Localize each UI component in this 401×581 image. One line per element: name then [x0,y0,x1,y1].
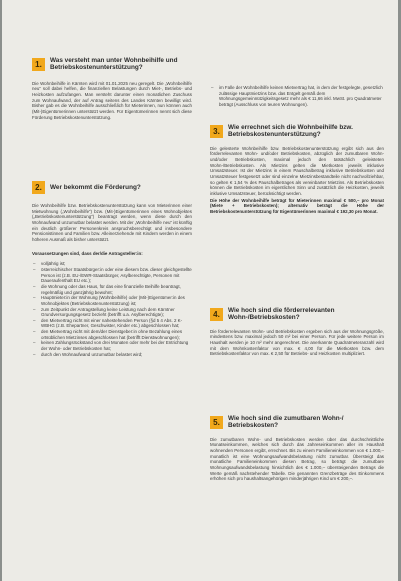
list-item: – im Falle der Wohnbeihilfe keinen Mietvertrag hat, in dem der festgelegte, gesetzlich zulässige Hauptmietzins bzw. das Entgelt gemäß dem Wohnungsgemeinnützigkeitsgesetz mehr als € 11,66 inkl. MwSt. pro Quadratmeter beträgt (Ausschluss von teuren Wohnungen). [210,85,384,108]
section-title: Wer bekommt die Förderung? [50,183,141,191]
requirements-heading: Voraussetzungen sind, dass der/die Antragsteller:in: [32,250,143,256]
left-column [32,0,192,581]
section-5-header [210,415,384,430]
section-2 [32,181,192,357]
section-1 [32,57,192,120]
document-page [2,0,398,581]
section-number-badge: 4. [210,308,223,321]
requirements-list-continued [210,85,384,108]
section-title: Was versteht man unter Wohnbeihilfe und Betriebskostenunterstützung? [50,57,178,72]
list-item: – keinen Zahlungsrückstand von drei Monaten oder mehr bei der Entrichtung der Wohn- oder Betriebskosten hat; [32,340,192,351]
list-item: – Hauptmieter:in der Wohnung (Wohnbeihilfe) oder (Mit-)Eigentümer:in des Wohnobjektes (Betriebskostenunterstützung) ist; [32,295,192,306]
right-column [210,0,384,581]
section-1-header [32,57,192,72]
list-item: – zum Zeitpunkt der Antragstellung keine Leistung nach dem Kärntner Grundversorgungsgesetz bezieht (betrifft u.a. Asylberechtigte); [32,307,192,318]
list-item: – die Wohnung oder das Haus, für das eine finanzielle Beihilfe beantragt, regelmäßig und ganzjährig bewohnt; [32,284,192,295]
list-item: – den Mietvertrag nicht mit einer nahestehenden Person (§d 5 4 Abs. 2 K-WBHG (z.B. Ehepartner, Geschwister, Kinder etc.) abgeschlossen hat; [32,318,192,329]
section-2-header [32,181,192,194]
section-4 [210,307,384,357]
section-number-badge: 5. [210,416,223,429]
section-number-badge: 1. [32,58,45,71]
section-number-badge: 2. [32,181,45,194]
section-title: Wie hoch sind die zumutbaren Wohn-/ Betriebskosten? [228,415,344,430]
section-paragraph: Die zumutbaren Wohn- und Betriebskosten werden über das durchschnittliche Monatseinkommen, welches sich durch das Jahreseinkommen aller im Haushalt wohnenden Personen ergibt, errechnet. Bis zu einem Familieneinkommen von € 1.000,– monatlich ist eine Wohnungsaufwandsbelastung nicht zumutbar. Übersteigt das monatliche Familieneinkommen diesen Betrag, so beträgt die zumutbare Wohnungsaufwandsbelastung hinsichtlich des € 1.000,– übersteigenden Betrags die Werte gemäß nachstehender Tabelle. Die genannten Grenzbeträge des Einkommens erhöhen sich pro haushaltsangehörigen minderjährigen Kind um € 200,–. [210,436,384,482]
section-3 [210,124,384,215]
section-title: Wie errechnet sich die Wohnbeihilfe bzw. Betriebskostenunterstützung? [228,124,353,139]
list-item: – den Mietvertrag nicht mit dem/der Dienstgeber:in ohne Bezahlung eines ortsüblichen Mietzinses abgeschlossen hat (betrifft Dienstwohnungen); [32,329,192,340]
section-paragraph: Die gelesterte Wohnbeihilfe bzw. Betriebskostenunterstützung ergibt sich aus den förderrelevanten Wohn- und/oder Betriebskosten, abzüglich der zumutbaren Wohn- und/oder Betriebskosten, maximal jedoch den tatsächlich geleisteten Wohn-/Betriebskosten. Als Mietzins gelten die Mietkosten jeweils inklusive Umsatzsteuer. Ist der Mietzins in einem Pauschalbetrag inklusive Betriebskosten und Umsatzsteuer festgesetzt oder sind einzelne Mietzinsbestandteile nicht nachvollziehbar, so gelten € 1,54 % des Pauschalbetrages als vereinbarter Mietzins. Als Betriebskosten können die Betriebskosten im eigentlichen Sinn und zusätzlich die Heizkosten, jeweils inklusive Umsatzsteuer, berücksichtigt werden. [210,145,384,197]
list-item: – durch den Wohnaufwand unzumutbar belastet wird; [32,352,192,358]
section-title: Wie hoch sind die förderrelevanten Wohn-/Betriebskosten? [228,307,335,322]
section-3-header [210,124,384,139]
list-item: – österreichischer Staatsbürger:in oder eine diesem bzw. dieser gleichgestellte Person ist (z.B. EU-/EWR-Staatsbürger, Asylberechtigte, Personen mit Daueraufenthalt EU etc.); [32,267,192,284]
section-paragraph: Die förderrelevanten Wohn- und Betriebskosten ergeben sich aus der Wohnungsgröße, mindestens bzw. maximal jedoch 50 m² bei einer Person. Für jede weitere Person im Haushalt werden je 10 m² mehr angerechnet. Die anerkannte Quadratmeteranzahl wird mit dem Wohnkostenfaktor von max. € 4,00 für die Mietkosten bzw. dem Betriebskostenfaktor von max. € 2,50 für Betriebs- und Heizkosten multipliziert. [210,328,384,357]
section-paragraph: Die Wohnbeihilfe bzw. Betriebskostenunterstützung kann von Mieterinnen einer Mietwohnung („Wohnbeihilfe“) bzw. (Mit-)Eigentümerinnen eines Wohnobjektes („Betriebskostenunterstützung“) beantragt werden, wenn diese durch den Wohnaufwand unzumutbar belastet werden. Mit der „Wohnbeihilfe neu“ ist künftig ein deutlich größerer Personenkreis anspruchsberechtigt und insbesondere Pensionistinnen und Familien bzw. Alleinerziehende mit Kindern werden in einem höheren Ausmaß als bisher unterstützt. [32,203,192,242]
section-5 [210,415,384,482]
section-paragraph: Die Wohnbeihilfe in Kärnten wird mit 01.01.2025 neu geregelt. Die „Wohnbeihilfe neu“ soll dabei helfen, die finanziellen Belastungen durch Miet-, Betriebs- und Heizkosten aufzufangen. Man versteht darunter einen monatlichen Zuschuss zum Wohnaufwand, der auf Antrag seitens des Landes Kärnten bewilligt wird. Bisher gab es die Wohnbeihilfe ausschließlich für Mieterinnen, nun können auch (Mit-)Eigentümerinnen unterstützt werden. Für Eigentümerinnen nennt sich diese Förderung Betriebskostenunterstützung. [32,80,192,120]
list-item: – volljährig ist; [32,261,192,267]
section-number-badge: 3. [210,125,223,138]
requirements-list [32,261,192,357]
section-paragraph-highlight: Die Höhe der Wohnbeihilfe beträgt für Mieterinnen maximal € 500,– pro Monat (Miete + Betriebskosten); alternativ beträgt die Höhe der Betriebskostenunterstützung für Eigentümerinnen maximal € 192,30 pro Monat. [210,197,384,215]
section-4-header [210,307,384,322]
